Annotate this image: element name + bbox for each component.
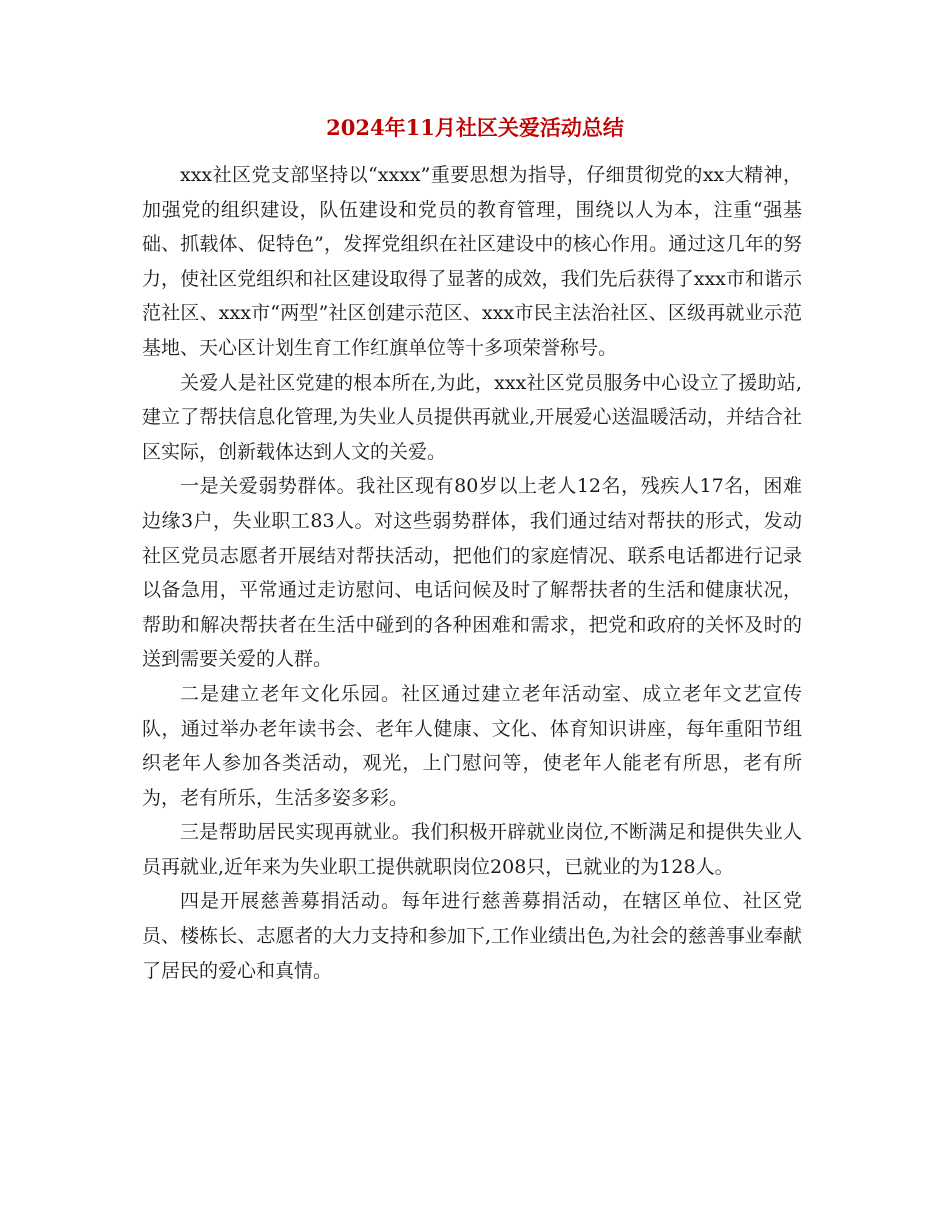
document-body <box>142 158 802 988</box>
document-title: 2024年11月社区关爱活动总结 <box>326 115 624 140</box>
paragraph-charity: 四是开展慈善募捐活动。每年进行慈善募捐活动，在辖区单位、社区党员、楼栋长、志愿者的大力支持和参加下,工作业绩出色,为社会的慈善事业奉献了居民的爱心和真情。 <box>142 890 802 982</box>
paragraph-vulnerable-groups: 一是关爱弱势群体。我社区现有80岁以上老人12名，残疾人17名，困难边缘3户，失业职工83人。对这些弱势群体，我们通过结对帮扶的形式，发动社区党员志愿者开展结对帮扶活动，把他们的家庭情况、联系电话都进行记录以备急用，平常通过走访慰问、电话问候及时了解帮扶者的生活和健康状况，帮助和解决帮扶者在生活中碰到的各种困难和需求，把党和政府的关怀及时的送到需要关爱的人群。 <box>142 475 802 671</box>
paragraph-elderly-culture: 二是建立老年文化乐园。社区通过建立老年活动室、成立老年文艺宣传队，通过举办老年读书会、老年人健康、文化、体育知识讲座，每年重阳节组织老年人参加各类活动，观光，上门慰问等，使老年人能老有所思，老有所为，老有所乐，生活多姿多彩。 <box>142 682 802 809</box>
paragraph-intro: xxx社区党支部坚持以“xxxx”重要思想为指导，仔细贯彻党的xx大精神，加强党的组织建设，队伍建设和党员的教育管理，围绕以人为本，注重“强基础、抓载体、促特色”，发挥党组织在社区建设中的核心作用。通过这几年的努力，使社区党组织和社区建设取得了显著的成效，我们先后获得了xxx市和谐示范社区、xxx市“两型”社区创建示范区、xxx市民主法治社区、区级再就业示范基地、天心区计划生育工作红旗单位等十多项荣誉称号。 <box>142 164 802 359</box>
paragraph-reemployment: 三是帮助居民实现再就业。我们积极开辟就业岗位,不断满足和提供失业人员再就业,近年来为失业职工提供就职岗位208只，已就业的为128人。 <box>142 821 802 878</box>
paragraph-care-overview: 关爱人是社区党建的根本所在,为此，xxx社区党员服务中心设立了援助站,建立了帮扶信息化管理,为失业人员提供再就业,开展爱心送温暖活动，并结合社区实际，创新载体达到人文的关爱。 <box>142 371 802 463</box>
